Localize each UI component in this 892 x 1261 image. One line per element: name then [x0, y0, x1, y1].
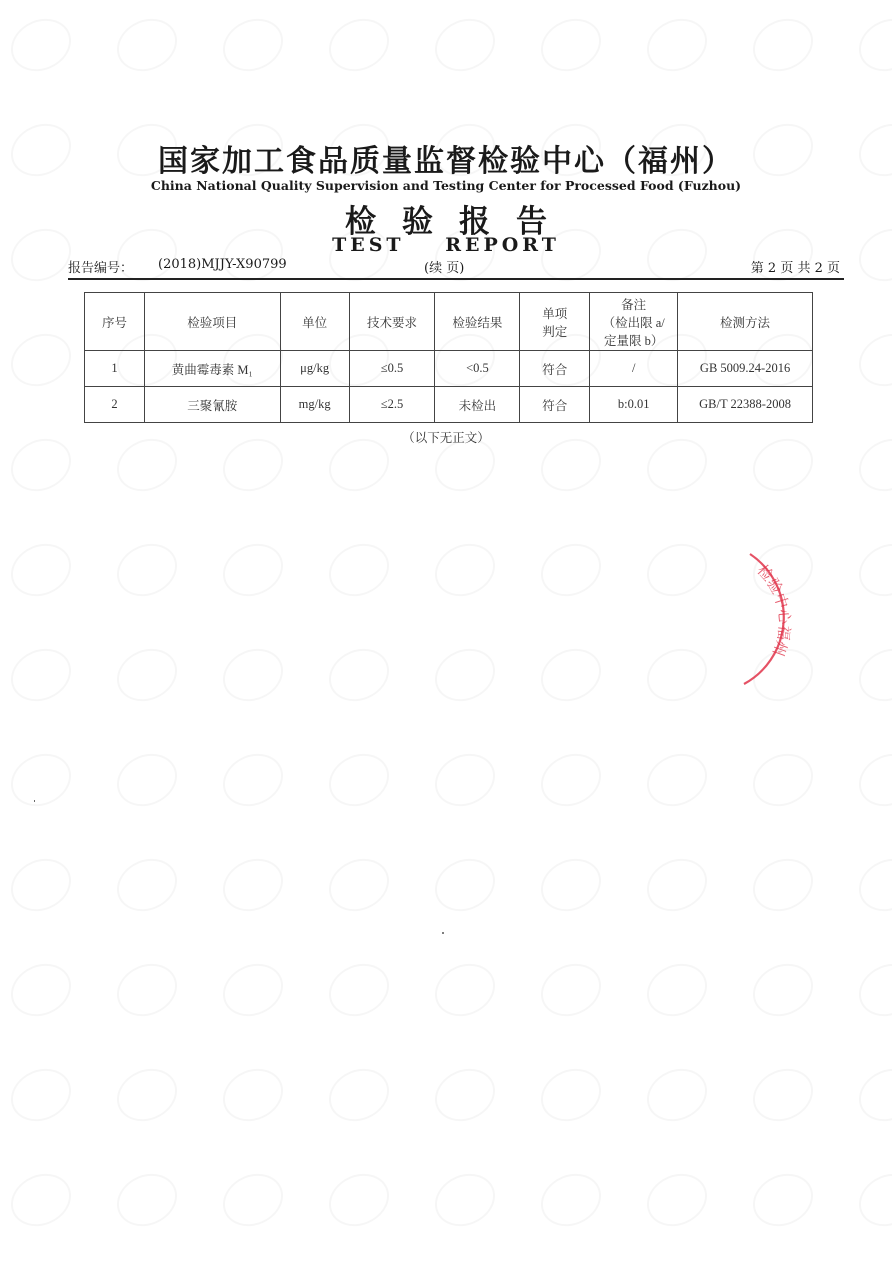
report-meta [68, 257, 840, 275]
watermark-mark [850, 534, 892, 606]
col-header-no: 序号 [85, 293, 145, 351]
cell-item: 三聚氰胺 [144, 387, 280, 423]
watermark-mark [638, 849, 715, 921]
watermark-mark [426, 849, 503, 921]
watermark-mark [638, 1164, 715, 1236]
watermark-mark [214, 639, 291, 711]
watermark-mark [426, 9, 503, 81]
watermark-mark [320, 744, 397, 816]
col-header-unit: 单位 [280, 293, 349, 351]
watermark-mark [320, 639, 397, 711]
col-header-requirement: 技术要求 [349, 293, 435, 351]
report-number: (2018)MJJY-X90799 [158, 257, 287, 272]
col-header-result: 检验结果 [435, 293, 520, 351]
table-row [85, 351, 813, 387]
watermark-mark [532, 954, 609, 1026]
watermark-mark [532, 9, 609, 81]
watermark-mark [108, 744, 185, 816]
cell-result: <0.5 [435, 351, 520, 387]
cell-judgement: 符合 [520, 351, 590, 387]
watermark-mark [108, 1164, 185, 1236]
watermark-mark [2, 1164, 79, 1236]
col-header-item: 检验项目 [144, 293, 280, 351]
watermark-mark [850, 9, 892, 81]
watermark-mark [638, 9, 715, 81]
watermark-mark [320, 9, 397, 81]
watermark-mark [532, 849, 609, 921]
watermark-mark [320, 849, 397, 921]
watermark-mark [744, 1059, 821, 1131]
scan-speck [442, 932, 444, 934]
watermark-mark [214, 849, 291, 921]
watermark-mark [320, 534, 397, 606]
watermark-mark [426, 534, 503, 606]
watermark-mark [320, 954, 397, 1026]
watermark-mark [426, 639, 503, 711]
watermark-mark [2, 639, 79, 711]
watermark-mark [744, 9, 821, 81]
watermark-mark [320, 1059, 397, 1131]
watermark-mark [638, 1059, 715, 1131]
watermark-mark [214, 534, 291, 606]
cell-result: 未检出 [435, 387, 520, 423]
cell-judgement: 符合 [520, 387, 590, 423]
watermark-mark [214, 744, 291, 816]
watermark-mark [850, 324, 892, 396]
header-rule [68, 278, 844, 280]
cell-unit: mg/kg [280, 387, 349, 423]
watermark-mark [426, 1059, 503, 1131]
watermark-mark [214, 9, 291, 81]
watermark-mark [532, 1059, 609, 1131]
col-header-remark: 备注 （检出限 a/ 定量限 b） [590, 293, 678, 351]
col-header-judgement: 单项 判定 [520, 293, 590, 351]
organization-title-en: China National Quality Supervision and Testing Center for Processed Food (Fuzhou) [150, 178, 742, 193]
official-seal-stamp [702, 548, 802, 688]
cell-no: 1 [85, 351, 145, 387]
watermark-mark [638, 954, 715, 1026]
continuation-label: (续 页) [424, 261, 465, 276]
watermark-mark [638, 744, 715, 816]
watermark-mark [2, 324, 79, 396]
cell-remark: b:0.01 [590, 387, 678, 423]
watermark-mark [108, 954, 185, 1026]
watermark-mark [850, 1059, 892, 1131]
watermark-mark [532, 1164, 609, 1236]
cell-no: 2 [85, 387, 145, 423]
watermark-mark [532, 639, 609, 711]
scan-speck [34, 800, 35, 802]
results-table [84, 292, 813, 423]
watermark-mark [2, 534, 79, 606]
watermark-mark [426, 744, 503, 816]
watermark-mark [426, 954, 503, 1026]
watermark-mark [850, 849, 892, 921]
end-of-content-note: （以下无正文） [402, 430, 490, 445]
watermark-mark [744, 849, 821, 921]
watermark-mark [850, 744, 892, 816]
watermark-mark [108, 534, 185, 606]
cell-requirement: ≤0.5 [349, 351, 435, 387]
watermark-mark [744, 1164, 821, 1236]
cell-method: GB/T 22388-2008 [678, 387, 813, 423]
watermark-mark [2, 1059, 79, 1131]
report-title-en: TEST REPORT [332, 234, 560, 256]
watermark-mark [426, 1164, 503, 1236]
report-number-label: 报告编号： [68, 261, 134, 276]
cell-remark: / [590, 351, 678, 387]
watermark-mark [214, 1164, 291, 1236]
watermark-mark [320, 1164, 397, 1236]
watermark-mark [850, 954, 892, 1026]
page-indicator: 第 2 页 共 2 页 [750, 261, 840, 276]
watermark-mark [108, 9, 185, 81]
watermark-mark [532, 534, 609, 606]
cell-requirement: ≤2.5 [349, 387, 435, 423]
watermark-mark [850, 1164, 892, 1236]
watermark-mark [214, 1059, 291, 1131]
cell-item: 黄曲霉毒素 M₁ [144, 351, 280, 387]
watermark-mark [744, 744, 821, 816]
svg-text:检验中心福州: 检验中心福州 [753, 561, 794, 659]
watermark-mark [108, 1059, 185, 1131]
col-header-method: 检测方法 [678, 293, 813, 351]
watermark-mark [214, 954, 291, 1026]
watermark-mark [108, 849, 185, 921]
table-row [85, 387, 813, 423]
watermark-mark [2, 9, 79, 81]
watermark-mark [744, 954, 821, 1026]
watermark-mark [2, 954, 79, 1026]
cell-unit: μg/kg [280, 351, 349, 387]
organization-title-cn: 国家加工食品质量监督检验中心（福州） [158, 144, 734, 179]
watermark-mark [108, 639, 185, 711]
watermark-mark [532, 744, 609, 816]
table-header-row [85, 293, 813, 351]
watermark-mark [2, 744, 79, 816]
cell-method: GB 5009.24-2016 [678, 351, 813, 387]
report-title-cn: 检验报告 [345, 204, 573, 240]
watermark-mark [2, 849, 79, 921]
watermark-mark [850, 639, 892, 711]
